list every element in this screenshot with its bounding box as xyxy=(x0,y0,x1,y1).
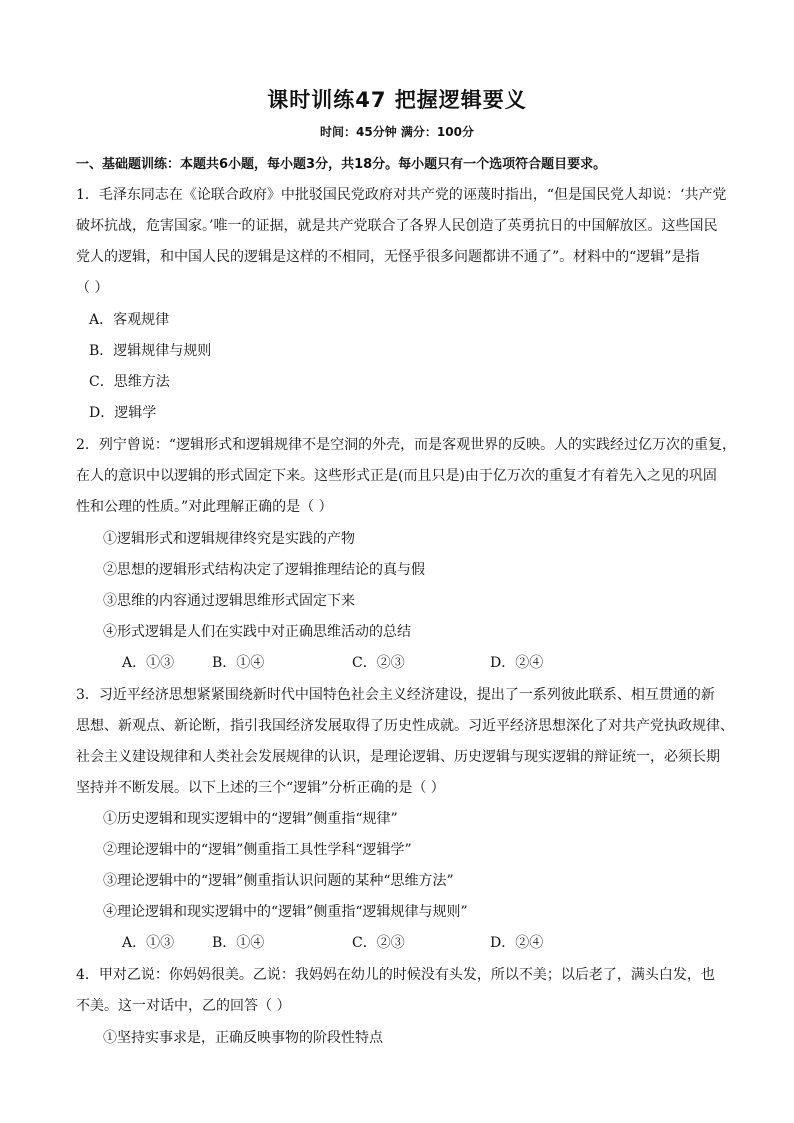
option-c: C．思维方法 xyxy=(89,374,170,390)
question-text-line: 2．列宁曾说：“逻辑形式和逻辑规律不是空洞的外壳，而是客观世界的反映。人的实践经过亿万次的重复， xyxy=(76,437,737,453)
answer-blank: （ ） xyxy=(76,280,109,296)
statement-1: ①逻辑形式和逻辑规律终究是实践的产物 xyxy=(103,531,355,547)
statement-2: ②思想的逻辑形式结构决定了逻辑推理结论的真与假 xyxy=(103,562,425,578)
statement-4: ④理论逻辑和现实逻辑中的“逻辑”侧重指“逻辑规律与规则” xyxy=(103,904,468,920)
question-text-line: 不美。这一对话中，乙的回答（ ） xyxy=(76,998,291,1014)
question-text-line: 性和公理的性质。”对此理解正确的是（ ） xyxy=(76,499,333,515)
choice-c: C．②③ xyxy=(352,655,405,671)
question-text-line: 在人的意识中以逻辑的形式固定下来。这些形式正是(而且只是)由于亿万次的重复才有着先入之见的巩固 xyxy=(76,468,717,484)
option-d: D．逻辑学 xyxy=(89,405,157,421)
choice-a: A．①③ xyxy=(122,935,175,951)
statement-2: ②理论逻辑中的“逻辑”侧重指工具性学科“逻辑学” xyxy=(103,842,412,858)
statement-1: ①历史逻辑和现实逻辑中的“逻辑”侧重指“规律” xyxy=(103,811,398,827)
choice-b: B．①④ xyxy=(212,655,265,671)
question-text-line: 党人的逻辑，和中国人民的逻辑是这样的不相同，无怪乎很多问题都讲不通了”。材料中的“逻辑”是指 xyxy=(76,249,700,265)
option-a: A．客观规律 xyxy=(89,312,170,328)
statement-4: ④形式逻辑是人们在实践中对正确思维活动的总结 xyxy=(103,624,411,640)
choice-d: D．②④ xyxy=(490,935,544,951)
page-title: 课时训练47 把握逻辑要义 xyxy=(267,88,527,112)
question-text-line: 坚持并不断发展。以下上述的三个“逻辑”分析正确的是（ ） xyxy=(76,780,445,796)
statement-3: ③思维的内容通过逻辑思维形式固定下来 xyxy=(103,593,355,609)
question-text-line: 4．甲对乙说：你妈妈很美。乙说：我妈妈在幼儿的时候没有头发，所以不美；以后老了，满头白发，也 xyxy=(76,967,715,983)
choice-d: D．②④ xyxy=(490,655,544,671)
statement-3: ③理论逻辑中的“逻辑”侧重指认识问题的某种“思维方法” xyxy=(103,873,454,889)
time-and-score: 时间：45分钟 满分：100分 xyxy=(320,125,474,139)
section-heading: 一、基础题训练：本题共6小题，每小题3分，共18分。每小题只有一个选项符合题目要求。 xyxy=(76,157,607,172)
question-text-line: 社会主义建设规律和人类社会发展规律的认识，是理论逻辑、历史逻辑与现实逻辑的辩证统一，必须长期 xyxy=(76,749,720,765)
question-text-line: 1．毛泽东同志在《论联合政府》中批驳国民党政府对共产党的诬蔑时指出，“但是国民党人却说：‘共产党 xyxy=(76,187,727,203)
question-text-line: 破坏抗战，危害国家。’唯一的证据，就是共产党联合了各界人民创造了英勇抗日的中国解放区。这些国民 xyxy=(76,218,718,234)
choice-a: A．①③ xyxy=(122,655,175,671)
statement-1: ①坚持实事求是，正确反映事物的阶段性特点 xyxy=(103,1030,383,1046)
choice-b: B．①④ xyxy=(212,935,265,951)
question-text-line: 思想、新观点、新论断，指引我国经济发展取得了历史性成就。习近平经济思想深化了对共产党执政规律、 xyxy=(76,718,734,734)
choice-c: C．②③ xyxy=(352,935,405,951)
option-b: B．逻辑规律与规则 xyxy=(89,343,212,359)
question-text-line: 3．习近平经济思想紧紧围绕新时代中国特色社会主义经济建设，提出了一系列彼此联系、相互贯通的新 xyxy=(76,687,715,703)
